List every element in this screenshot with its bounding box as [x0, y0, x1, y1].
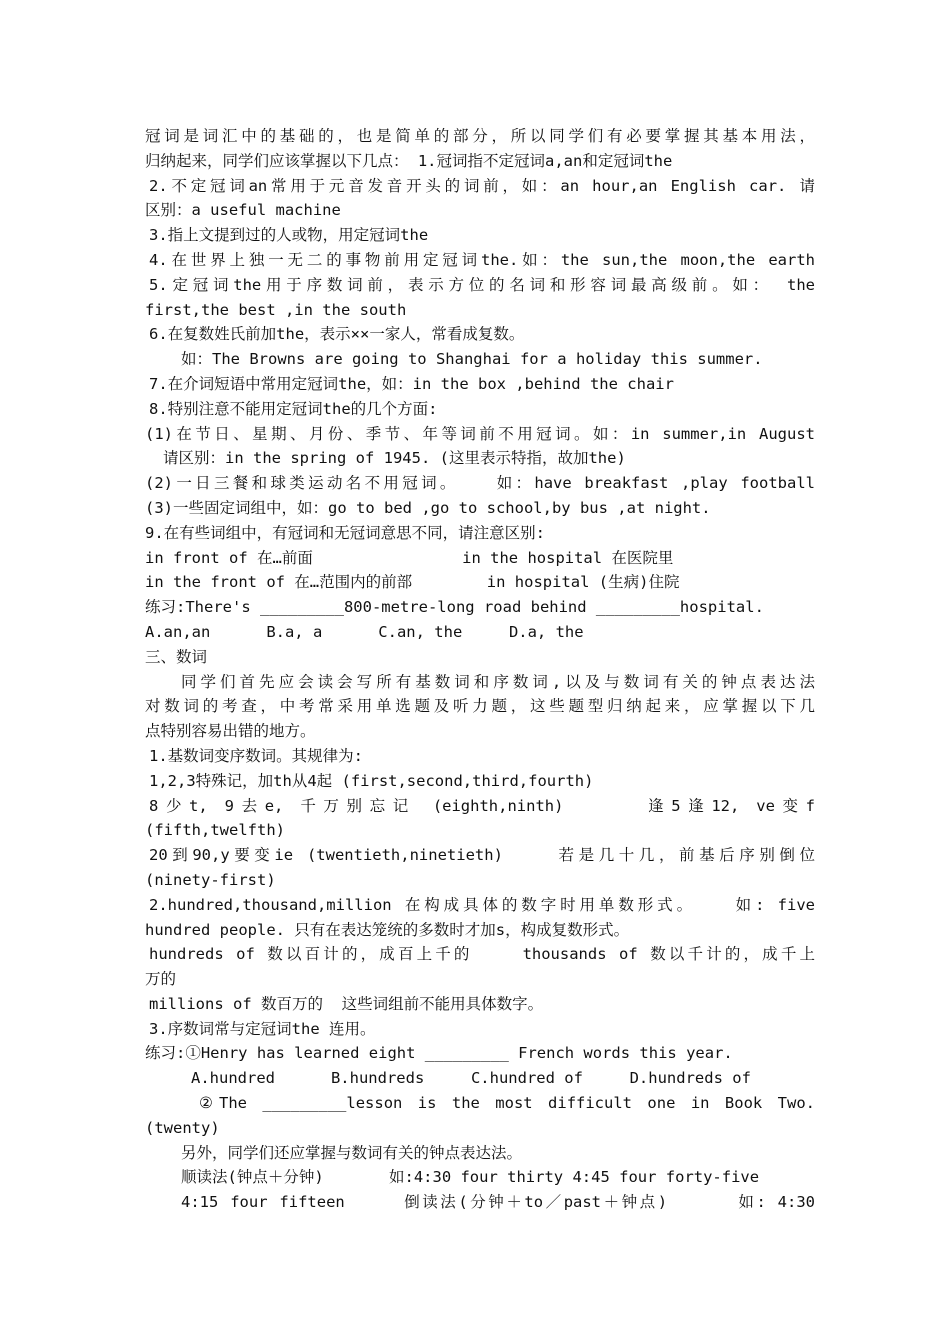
text-line: (ninety-first) — [145, 870, 276, 889]
text-line: 9.在有些词组中，有冠词和无冠词意思不同，请注意区别: — [145, 523, 545, 542]
text-line: 1.基数词变序数词。其规律为: — [149, 746, 363, 765]
text-line: A.hundred B.hundreds C.hundred of D.hundreds of — [191, 1069, 751, 1088]
text-line: 区别：a useful machine — [145, 201, 341, 220]
text-line: 同学们首先应会读会写所有基数词和序数词,以及与数词有关的钟点表达法 — [181, 672, 815, 691]
text-line: 点特别容易出错的地方。 — [145, 722, 316, 741]
text-line: 7.在介词短语中常用定冠词the，如：in the box ,behind the chair — [149, 374, 674, 393]
text-line: 对数词的考查，中考常采用单选题及听力题，这些题型归纳起来，应掌握以下几 — [145, 697, 815, 716]
text-line: 练习:①Henry has learned eight _________ French words this year. — [145, 1044, 733, 1063]
text-line: 三、数词 — [145, 647, 208, 666]
text-line: A.an,an B.a, a C.an, the D.a, the — [145, 622, 584, 641]
text-line: 冠词是词汇中的基础的，也是简单的部分，所以同学们有必要掌握其基本用法， — [145, 127, 815, 145]
text-line: (1)在节日、星期、月份、季节、年等词前不用冠词。如：in summer,in August — [145, 424, 815, 443]
text-line: 万的 — [145, 970, 177, 989]
text-line: (twenty) — [145, 1118, 220, 1137]
text-line: in front of 在…前面 in the hospital 在医院里 — [145, 548, 674, 567]
text-line: 练习:There's _________800-metre-long road behind _________hospital. — [145, 598, 764, 617]
text-line: (2)一日三餐和球类运动名不用冠词。 如：have breakfast ,play football — [145, 474, 815, 493]
text-line: (fifth,twelfth) — [145, 821, 285, 840]
text-line: 1,2,3特殊记，加th从4起 (first,second,third,fourth) — [149, 771, 594, 790]
text-line: 2.不定冠词an常用于元音发音开头的词前，如：an hour,an English car. 请 — [149, 176, 815, 195]
text-line: in the front of 在…范围内的前部 in hospital (生病)住院 — [145, 573, 680, 592]
text-line: hundreds of 数以百计的，成百上千的 thousands of 数以千计的，成千上 — [149, 945, 815, 964]
document-body — [145, 124, 815, 1215]
text-line: 顺读法(钟点＋分钟) 如:4:30 four thirty 4:45 four forty-five — [181, 1168, 760, 1187]
text-line: (3)一些固定词组中，如：go to bed ,go to school,by bus ,at night. — [145, 498, 711, 517]
text-line: 归纳起来，同学们应该掌握以下几点： 1.冠词指不定冠词a,an和定冠词the — [145, 151, 673, 170]
text-line: 另外，同学们还应掌握与数词有关的钟点表达法。 — [181, 1143, 523, 1162]
text-line: 请区别：in the spring of 1945. (这里表示特指，故加the) — [163, 449, 626, 468]
text-line: 8.特别注意不能用定冠词the的几个方面: — [149, 399, 438, 418]
text-line: 20到90,y要变ie (twentieth,ninetieth) 若是几十几，前基后序别倒位 — [149, 846, 815, 865]
text-line: 6.在复数姓氏前加the，表示××一家人，常看成复数。 — [149, 325, 525, 344]
text-line: 5.定冠词the用于序数词前，表示方位的名词和形容词最高级前。如： the — [149, 275, 815, 294]
text-line: 2.hundred,thousand,million 在构成具体的数字时用单数形式。 如: five — [149, 895, 815, 914]
text-line: hundred people. 只有在表达笼统的多数时才加s，构成复数形式。 — [145, 920, 630, 939]
text-line: 3.序数词常与定冠词the 连用。 — [149, 1019, 376, 1038]
text-line: 4.在世界上独一无二的事物前用定冠词the.如：the sun,the moon,the earth — [149, 250, 815, 269]
text-line: 3.指上文提到过的人或物，用定冠词the — [149, 226, 429, 245]
text-line: first,the best ,in the south — [145, 300, 407, 319]
text-line: 4:15 four fifteen 倒读法(分钟＋to／past＋钟点) 如: 4:30 — [181, 1193, 815, 1212]
text-line: millions of 数百万的 这些词组前不能用具体数字。 — [149, 994, 544, 1013]
text-line: 如：The Browns are going to Shanghai for a holiday this summer. — [181, 350, 763, 369]
text-line: ②The _________lesson is the most difficult one in Book Two. — [199, 1094, 815, 1113]
text-line: 8少t, 9去e, 千万别忘记 (eighth,ninth) 逢5逢12, ve变f — [149, 796, 815, 815]
